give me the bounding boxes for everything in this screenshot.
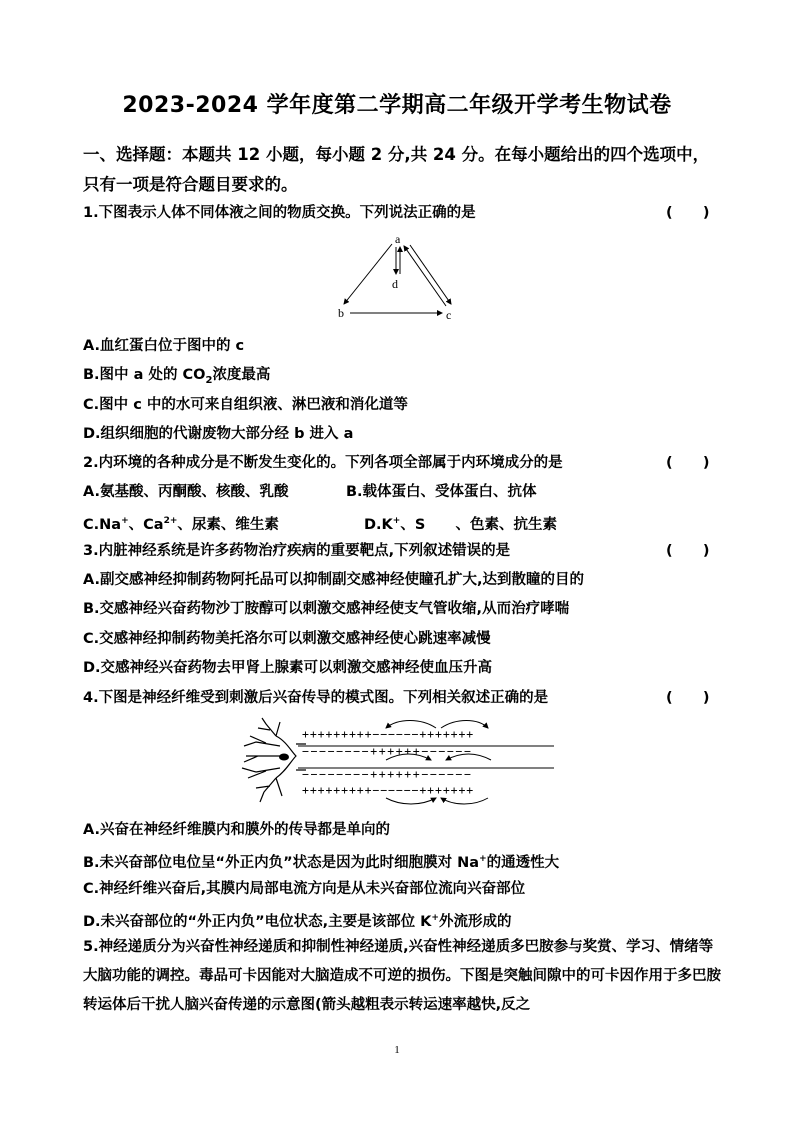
arrow-a-to-c [410,245,451,304]
q3-answer-paren: ( ) [666,543,710,559]
q3-stem: 3.内脏神经系统是许多药物治疗疾病的重要靶点,下列叙述错误的是 [83,543,511,559]
q3-option-a: A.副交感神经抑制药物阿托品可以抑制副交感神经使瞳孔扩大,达到散瞳的目的 [83,572,585,588]
q1-option-d: D.组织细胞的代谢废物大部分经 b 进入 a [83,426,354,442]
q3-option-b: B.交感神经兴奋药物沙丁胺醇可以刺激交感神经使支气管收缩,从而治疗哮喘 [83,601,570,617]
q3-option-d: D.交感神经兴奋药物去甲肾上腺素可以刺激交感神经使血压升高 [83,660,493,676]
section-heading: 一、选择题：本题共 12 小题，每小题 2 分,共 24 分。在每小题给出的四个选项中，只有一项是符合题目要求的。 [83,145,710,194]
arrow-c-to-a [404,246,446,306]
q4-option-a: A.兴奋在神经纤维膜内和膜外的传导都是单向的 [83,822,390,838]
current-arrow-bottom-left [386,798,436,804]
q4-option-b: B.未兴奋部位电位呈“外正内负”状态是因为此时细胞膜对 Na+的通透性大 [83,854,560,871]
q4-option-d: D.未兴奋部位的“外正内负”电位状态,主要是该部位 K+外流形成的 [83,913,512,930]
exam-title: 2023-2024 学年度第二学期高二年级开学考生物试卷 [122,93,672,118]
outer-bottom-charges: +++++++++−−−−−−+++++++ [302,783,475,797]
q4-stem: 4.下图是神经纤维受到刺激后兴奋传导的模式图。下列相关叙述正确的是 [83,690,549,706]
q1-option-a: A.血红蛋白位于图中的 c [83,338,245,354]
nerve-conduction-diagram [236,716,556,808]
q2-option-a: A.氨基酸、丙酮酸、核酸、乳酸 [83,484,289,500]
q2-option-c: C.Na+、$Ca^{2+}$、尿素、维生素 [83,516,279,533]
current-arrow-bottom-right [441,798,488,804]
q1-option-c: C.图中 c 中的水可来自组织液、淋巴液和消化道等 [83,397,408,413]
node-a-label: a [395,232,401,246]
neuron-cell-body [242,718,306,802]
node-c-label: c [446,308,452,322]
inner-bottom-charges: −−−−−−−−++++++−−−−−− [302,767,473,781]
arrow-a-to-b [344,244,392,304]
q4-option-c: C.神经纤维兴奋后,其膜内局部电流方向是从未兴奋部位流向兴奋部位 [83,881,526,897]
q4-answer-paren: ( ) [666,690,710,706]
q2-stem: 2.内环境的各种成分是不断发生变化的。下列各项全部属于内环境成分的是 [83,455,563,471]
q3-option-c: C.交感神经抑制药物美托洛尔可以刺激交感神经使心跳速率减慢 [83,631,491,647]
outer-top-charges: +++++++++−−−−−−+++++++ [302,727,475,741]
inner-top-charges: −−−−−−−−++++++−−−−−− [302,744,473,758]
page-number: 1 [394,1044,400,1056]
q2-answer-paren: ( ) [666,455,710,471]
fluid-exchange-diagram [330,232,465,324]
q1-stem: 1.下图表示人体不同体液之间的物质交换。下列说法正确的是 [83,205,476,221]
q2-option-b: B.载体蛋白、受体蛋白、抗体 [346,484,537,500]
q2-option-d: D.K+、S 、色素、抗生素 [364,516,558,533]
q1-answer-paren: ( ) [666,205,710,221]
nucleus [279,754,289,761]
q5-stem: 5.神经递质分为兴奋性神经递质和抑制性神经递质,兴奋性神经递质多巴胺参与奖赏、学习、情绪等大脑功能的调控。毒品可卡因能对大脑造成不可逆的损伤。下图是突触间隙中的可卡因作用于多巴胺转运体后干扰人脑兴奋传递的示意图(箭头越粗表示转运速率越快,反之 [83,939,721,1013]
node-b-label: b [338,306,344,320]
node-d-label: d [392,277,398,291]
q1-option-b: B.图中 a 处的 $CO_2$浓度最高 [83,367,271,386]
